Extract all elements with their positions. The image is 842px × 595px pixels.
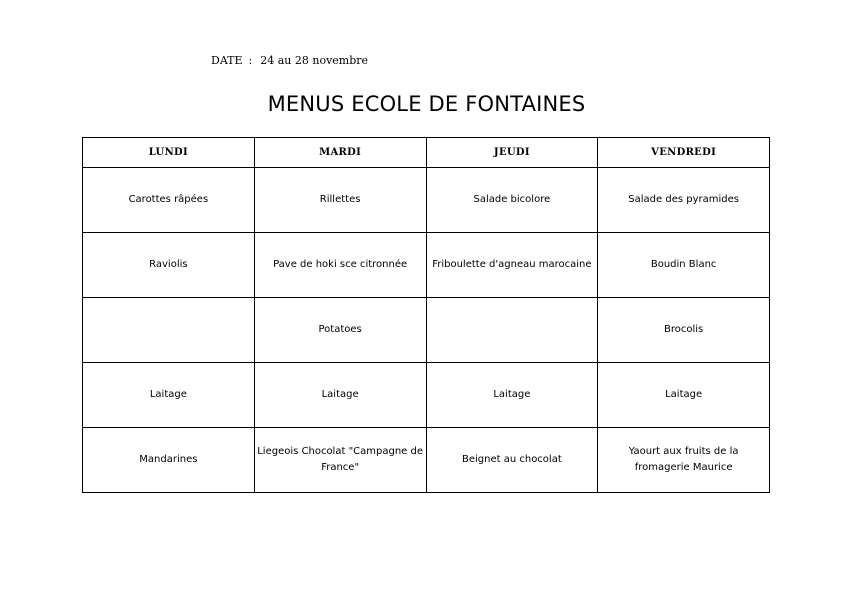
menu-cell: Laitage: [254, 363, 426, 428]
table-row: [83, 168, 770, 233]
table-row: [83, 363, 770, 428]
menu-cell: [83, 298, 255, 363]
table-row: [83, 298, 770, 363]
menu-cell: Liegeois Chocolat "Campagne de France": [254, 428, 426, 493]
menu-cell: Carottes râpées: [83, 168, 255, 233]
table-header-row: [83, 138, 770, 168]
date-separator: :: [248, 54, 253, 67]
menu-cell: Beignet au chocolat: [426, 428, 598, 493]
date-label: DATE: [211, 54, 243, 67]
column-header-jeudi: JEUDI: [426, 138, 598, 168]
menu-cell: Laitage: [83, 363, 255, 428]
column-header-vendredi: VENDREDI: [598, 138, 770, 168]
page-title: MENUS ECOLE DE FONTAINES: [267, 92, 586, 116]
menu-cell: Friboulette d'agneau marocaine: [426, 233, 598, 298]
menu-cell: Rillettes: [254, 168, 426, 233]
menu-cell: Brocolis: [598, 298, 770, 363]
date-line: [211, 54, 368, 67]
menu-cell: [426, 298, 598, 363]
menu-cell: Raviolis: [83, 233, 255, 298]
menu-cell: Laitage: [598, 363, 770, 428]
menu-cell: Laitage: [426, 363, 598, 428]
menu-table: [82, 137, 770, 493]
table-row: [83, 428, 770, 493]
date-value: 24 au 28 novembre: [260, 54, 369, 67]
menu-cell: Salade bicolore: [426, 168, 598, 233]
menu-cell: Mandarines: [83, 428, 255, 493]
menu-cell: Potatoes: [254, 298, 426, 363]
menu-cell: Boudin Blanc: [598, 233, 770, 298]
column-header-lundi: LUNDI: [83, 138, 255, 168]
menu-cell: Yaourt aux fruits de la fromagerie Maurice: [598, 428, 770, 493]
column-header-mardi: MARDI: [254, 138, 426, 168]
menu-cell: Salade des pyramides: [598, 168, 770, 233]
menu-cell: Pave de hoki sce citronnée: [254, 233, 426, 298]
table-row: [83, 233, 770, 298]
